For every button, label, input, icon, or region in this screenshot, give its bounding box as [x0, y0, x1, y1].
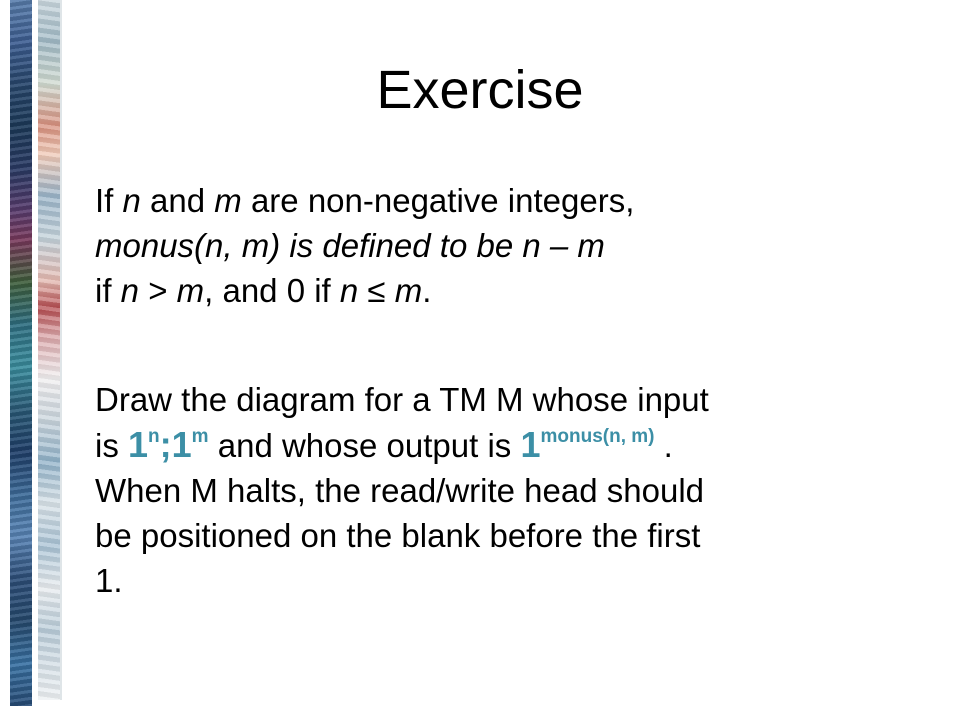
- definition-line-3: [95, 272, 431, 309]
- task-line-2: [95, 424, 673, 465]
- text-run: , and 0 if: [204, 272, 340, 309]
- var-m: m: [176, 272, 205, 309]
- slide-body: [95, 178, 915, 603]
- text-run: and: [140, 182, 215, 219]
- text-run: If: [95, 182, 123, 219]
- task-paragraph: [95, 377, 915, 603]
- task-line-3: When M halts, the read/write head should: [95, 472, 705, 509]
- text-run: are non-negative integers,: [241, 182, 635, 219]
- text-run: is: [95, 427, 128, 464]
- var-n: n: [339, 272, 359, 309]
- definition-line-1: [95, 182, 634, 219]
- output-one: 1: [520, 424, 541, 465]
- text-run: ≤: [358, 272, 395, 309]
- text-run: .: [422, 272, 432, 309]
- slide-title: Exercise: [376, 60, 584, 120]
- var-n: n: [120, 272, 140, 309]
- definition-line-2: [95, 227, 605, 264]
- superscript-n: n: [148, 426, 160, 447]
- task-line-4: be positioned on the blank before the first: [95, 517, 701, 554]
- text-run: and whose output is: [208, 427, 521, 464]
- text-run: if: [95, 272, 121, 309]
- definition-paragraph: [95, 178, 915, 313]
- superscript-monus: monus(n, m): [540, 426, 655, 447]
- var-n: n: [122, 182, 141, 219]
- text-run: >: [139, 272, 177, 309]
- task-line-5: 1.: [95, 562, 123, 599]
- var-m: m: [394, 272, 423, 309]
- text-run: .: [654, 427, 673, 464]
- input-one-n: 1: [128, 424, 149, 465]
- input-one-m: 1: [171, 424, 192, 465]
- task-line-1: Draw the diagram for a TM M whose input: [95, 381, 709, 418]
- monus-definition: monus(n, m) is defined to be n – m: [95, 227, 605, 264]
- var-m: m: [214, 182, 242, 219]
- superscript-m: m: [191, 426, 209, 447]
- input-separator: ;: [159, 424, 172, 465]
